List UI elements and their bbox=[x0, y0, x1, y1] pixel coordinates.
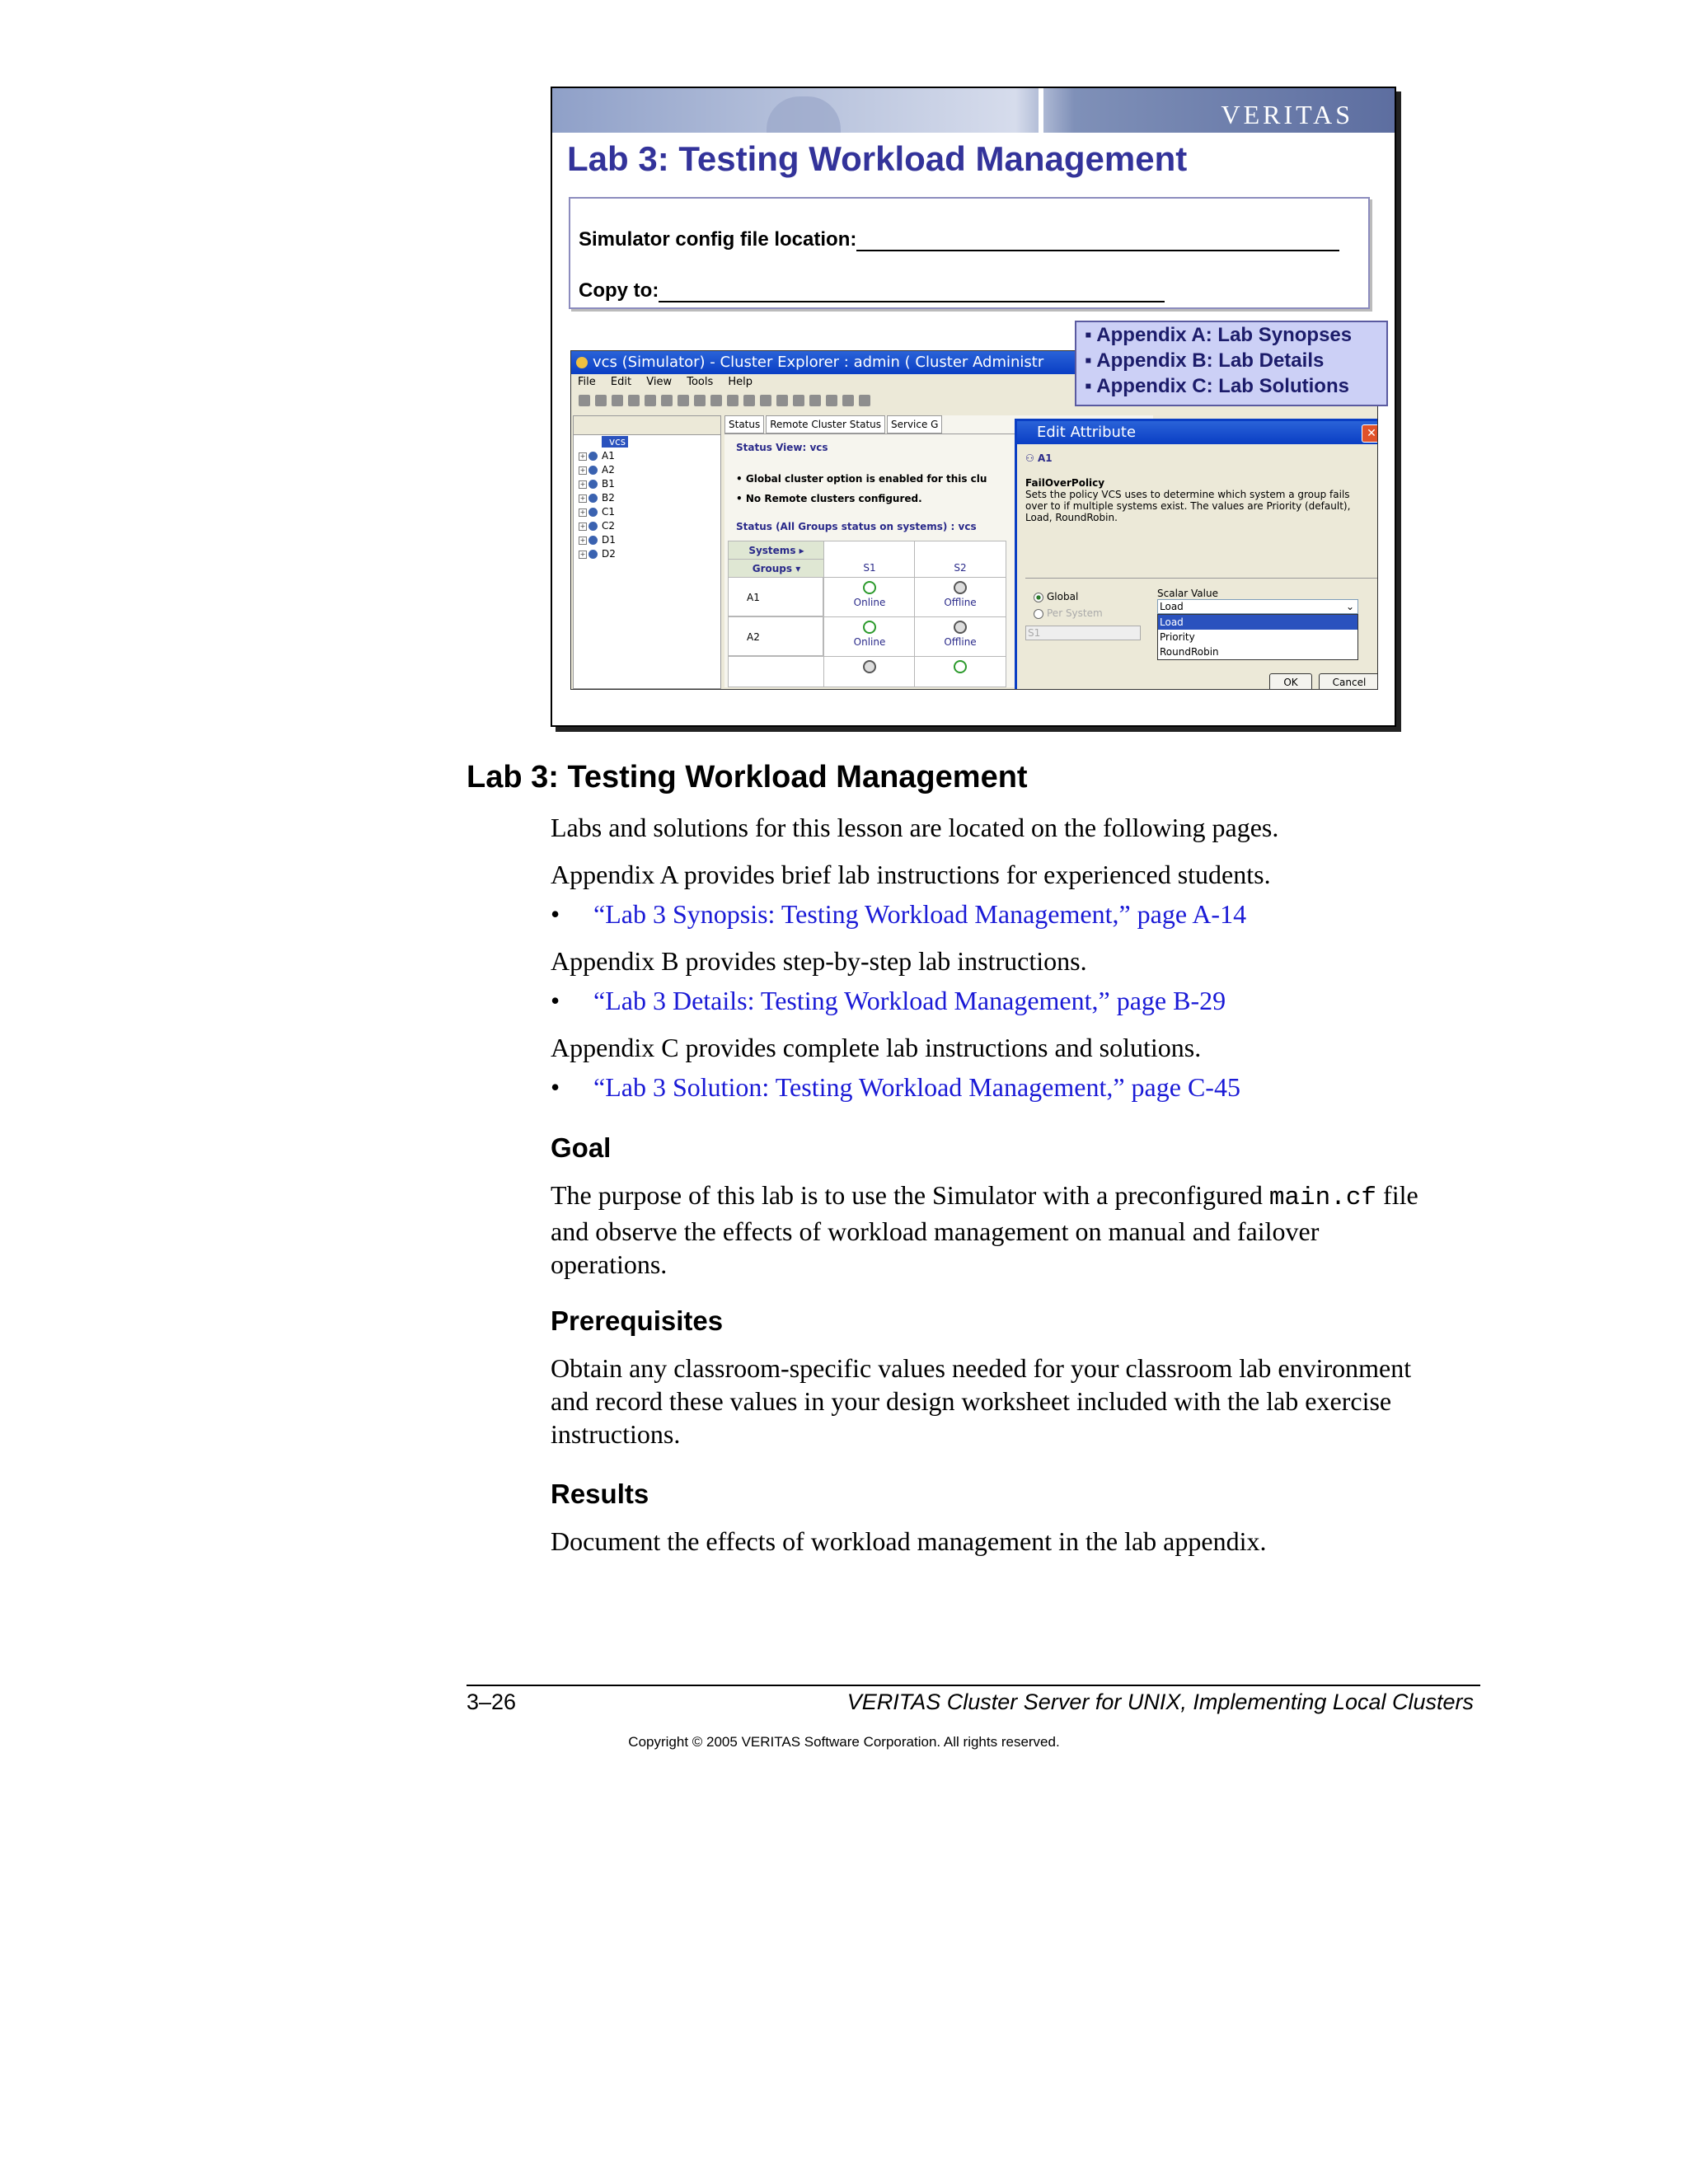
intro-paragraph: Labs and solutions for this lesson are located on the following pages. bbox=[551, 813, 1279, 842]
toolbar-icon[interactable] bbox=[612, 395, 623, 406]
tree-item[interactable]: + A2 bbox=[579, 464, 615, 476]
appendix-a-paragraph: Appendix A provides brief lab instructions for experienced students. bbox=[551, 860, 1271, 889]
attribute-description: over to if multiple systems exist. The values are Priority (default), bbox=[1025, 500, 1351, 512]
radio-per-system[interactable]: Per System bbox=[1034, 607, 1103, 619]
callout-item: ▪ Appendix B: Lab Details bbox=[1085, 349, 1325, 372]
list-item: • “Lab 3 Synopsis: Testing Workload Management,” page A-14 bbox=[551, 899, 1247, 929]
system-select[interactable]: S1 bbox=[1025, 626, 1141, 640]
appendix-c-link[interactable]: “Lab 3 Solution: Testing Workload Management,” page C-45 bbox=[593, 1072, 1240, 1102]
filename-code: main.cf bbox=[1268, 1183, 1377, 1212]
tree-item[interactable]: + B1 bbox=[579, 478, 615, 490]
goal-heading: Goal bbox=[551, 1132, 612, 1163]
chevron-down-icon[interactable]: ⌄ bbox=[1345, 601, 1354, 612]
scalar-value-caption: Scalar Value bbox=[1157, 588, 1218, 599]
dialog-body bbox=[1025, 452, 1378, 523]
expand-icon[interactable]: + bbox=[579, 480, 586, 488]
toolbar-icon[interactable] bbox=[694, 395, 706, 406]
tree-tabs bbox=[574, 416, 720, 435]
toolbar-icon[interactable] bbox=[710, 395, 722, 406]
online-icon bbox=[863, 621, 876, 634]
tree-item[interactable]: + D1 bbox=[579, 534, 616, 546]
group-state-cell[interactable]: Offline bbox=[914, 616, 1006, 658]
appendix-c-paragraph: Appendix C provides complete lab instructions and solutions. bbox=[551, 1033, 1202, 1062]
system-column-header: S2 bbox=[914, 541, 1006, 579]
expand-icon[interactable]: + bbox=[579, 523, 586, 530]
group-icon bbox=[588, 550, 598, 559]
status-view-title: Status View: vcs bbox=[736, 442, 828, 453]
scalar-value-combo[interactable] bbox=[1157, 588, 1358, 660]
system-column-header: S1 bbox=[823, 541, 916, 579]
group-icon bbox=[588, 466, 598, 475]
callout-item: ▪ Appendix C: Lab Solutions bbox=[1085, 375, 1349, 397]
app-icon bbox=[576, 357, 588, 368]
tab-status[interactable]: Status bbox=[724, 415, 764, 434]
menu-tools[interactable]: Tools bbox=[687, 376, 714, 388]
page-number: 3–26 bbox=[467, 1690, 517, 1714]
results-paragraph: Document the effects of workload management in the lab appendix. bbox=[551, 1526, 1267, 1556]
systems-header: Systems ▸ bbox=[728, 541, 825, 560]
group-icon bbox=[588, 536, 598, 545]
tree-item[interactable]: + C1 bbox=[579, 506, 616, 518]
status-note: • Global cluster option is enabled for this clu bbox=[736, 473, 987, 485]
group-state-cell[interactable]: Online bbox=[823, 616, 916, 658]
config-location-blank bbox=[856, 233, 1339, 251]
group-state-cell[interactable] bbox=[823, 656, 916, 687]
menu-help[interactable]: Help bbox=[728, 376, 753, 388]
expand-icon[interactable]: + bbox=[579, 537, 586, 544]
status-note: • No Remote clusters configured. bbox=[736, 493, 922, 504]
goal-paragraph: The purpose of this lab is to use the Simulator with a preconfigured main.cf file and observe the effects of workload management on manual and failover operations. bbox=[551, 1180, 1418, 1279]
option-item[interactable]: Priority bbox=[1160, 631, 1195, 643]
group-row-label[interactable] bbox=[728, 656, 825, 687]
toolbar-icon[interactable] bbox=[760, 395, 771, 406]
config-box bbox=[569, 197, 1370, 309]
scalar-value-field[interactable]: Load ⌄ bbox=[1157, 599, 1358, 614]
cluster-tree bbox=[573, 415, 721, 689]
radio-selected-icon bbox=[1034, 593, 1043, 602]
veritas-logo: VERITAS bbox=[1221, 100, 1353, 129]
tree-item[interactable]: + C2 bbox=[579, 520, 616, 532]
group-icon bbox=[588, 452, 598, 461]
toolbar-icon[interactable] bbox=[842, 395, 854, 406]
banner-decoration bbox=[767, 96, 841, 133]
ok-button[interactable]: OK bbox=[1269, 673, 1312, 690]
toolbar-icon[interactable] bbox=[661, 395, 673, 406]
menu-file[interactable]: File bbox=[578, 376, 596, 388]
toolbar-icon[interactable] bbox=[776, 395, 788, 406]
prerequisites-paragraph: Obtain any classroom-specific values needed for your classroom lab environment and record these values in your design worksheet included with the lab exercise instructions. bbox=[551, 1353, 1412, 1449]
close-icon[interactable]: ✕ bbox=[1362, 424, 1378, 443]
copyright-notice: Copyright © 2005 VERITAS Software Corporation. All rights reserved. bbox=[628, 1734, 1060, 1750]
copy-to-line bbox=[579, 279, 1165, 302]
appendix-callout bbox=[1075, 321, 1388, 406]
expand-icon[interactable]: + bbox=[579, 551, 586, 558]
toolbar-icon[interactable] bbox=[628, 395, 640, 406]
attribute-description: Sets the policy VCS uses to determine which system a group fails bbox=[1025, 489, 1350, 500]
status-grid bbox=[728, 541, 1057, 686]
group-state-cell[interactable]: Online bbox=[823, 577, 916, 618]
config-location-line bbox=[579, 228, 1339, 251]
group-state-cell[interactable] bbox=[914, 656, 1006, 687]
edit-attribute-dialog bbox=[1015, 419, 1378, 690]
expand-icon[interactable]: + bbox=[579, 452, 586, 460]
toolbar-icon[interactable] bbox=[579, 395, 590, 406]
expand-icon[interactable]: + bbox=[579, 494, 586, 502]
offline-icon bbox=[954, 581, 967, 594]
toolbar-icon[interactable] bbox=[859, 395, 870, 406]
app-titlebar: vcs (Simulator) - Cluster Explorer : admin ( Cluster Administr bbox=[571, 351, 1377, 374]
offline-icon bbox=[863, 660, 876, 673]
dialog-divider bbox=[1025, 578, 1378, 579]
footer-divider bbox=[467, 1685, 1480, 1686]
group-icon bbox=[588, 480, 598, 489]
results-heading: Results bbox=[551, 1479, 649, 1509]
section-heading: Lab 3: Testing Workload Management bbox=[467, 760, 1028, 794]
status-section-header: Status (All Groups status on systems) : vcs bbox=[736, 521, 977, 532]
expand-icon[interactable]: + bbox=[579, 466, 586, 474]
toolbar-icon[interactable] bbox=[678, 395, 689, 406]
group-row-label[interactable]: A2 bbox=[728, 616, 823, 656]
online-icon bbox=[863, 581, 876, 594]
config-location-label: Simulator config file location: bbox=[579, 228, 857, 251]
menu-view[interactable]: View bbox=[646, 376, 673, 388]
toolbar-icon[interactable] bbox=[793, 395, 804, 406]
group-row-label[interactable]: A1 bbox=[728, 577, 823, 616]
toolbar-icon[interactable] bbox=[743, 395, 755, 406]
dialog-titlebar: Edit Attribute ✕ bbox=[1017, 421, 1378, 444]
attribute-description: Load, RoundRobin. bbox=[1025, 512, 1118, 523]
toolbar-icon[interactable] bbox=[645, 395, 656, 406]
toolbar-icon[interactable] bbox=[595, 395, 607, 406]
group-state-cell[interactable]: Offline bbox=[914, 577, 1006, 618]
scalar-value-options bbox=[1157, 614, 1358, 660]
online-icon bbox=[954, 660, 967, 673]
book-title: VERITAS Cluster Server for UNIX, Implementing Local Clusters bbox=[846, 1690, 1474, 1714]
group-icon bbox=[588, 494, 598, 503]
toolbar-icon[interactable] bbox=[809, 395, 821, 406]
offline-icon bbox=[954, 621, 967, 634]
slide-title: Lab 3: Testing Workload Management bbox=[567, 139, 1188, 178]
callout-item: ▪ Appendix A: Lab Synopses bbox=[1085, 324, 1353, 346]
appendix-a-link[interactable]: “Lab 3 Synopsis: Testing Workload Management,” page A-14 bbox=[593, 899, 1247, 929]
tree-item[interactable]: + D2 bbox=[579, 548, 616, 560]
slide-banner bbox=[552, 88, 1395, 133]
radio-global[interactable]: Global bbox=[1034, 591, 1078, 602]
expand-icon[interactable]: + bbox=[579, 509, 586, 516]
menu-edit[interactable]: Edit bbox=[610, 376, 632, 388]
tab-service-groups[interactable]: Service G bbox=[887, 415, 942, 434]
copy-to-blank bbox=[659, 284, 1165, 302]
group-icon bbox=[588, 522, 598, 531]
prerequisites-heading: Prerequisites bbox=[551, 1305, 724, 1336]
tree-item[interactable]: + A1 bbox=[579, 450, 615, 462]
copy-to-label: Copy to: bbox=[579, 279, 659, 302]
list-item: • “Lab 3 Solution: Testing Workload Management,” page C-45 bbox=[551, 1072, 1240, 1102]
dialog-group: ⚇ A1 bbox=[1025, 452, 1053, 464]
option-item[interactable]: Load bbox=[1158, 615, 1357, 630]
attribute-name: FailOverPolicy bbox=[1025, 477, 1105, 489]
groups-header: Groups ▾ bbox=[728, 559, 825, 579]
toolbar-icon[interactable] bbox=[727, 395, 738, 406]
lab-slide bbox=[551, 87, 1396, 727]
list-item: • “Lab 3 Details: Testing Workload Management,” page B-29 bbox=[551, 986, 1226, 1015]
group-icon bbox=[588, 508, 598, 517]
cancel-button[interactable]: Cancel bbox=[1319, 673, 1378, 690]
toolbar-icon[interactable] bbox=[826, 395, 837, 406]
tree-item[interactable]: + B2 bbox=[579, 492, 615, 504]
option-item[interactable]: RoundRobin bbox=[1160, 646, 1219, 658]
appendix-b-link[interactable]: “Lab 3 Details: Testing Workload Management,” page B-29 bbox=[593, 986, 1226, 1015]
appendix-b-paragraph: Appendix B provides step-by-step lab instructions. bbox=[551, 946, 1087, 976]
tab-remote-cluster-status[interactable]: Remote Cluster Status bbox=[766, 415, 885, 434]
tree-root[interactable]: vcs bbox=[574, 435, 720, 449]
